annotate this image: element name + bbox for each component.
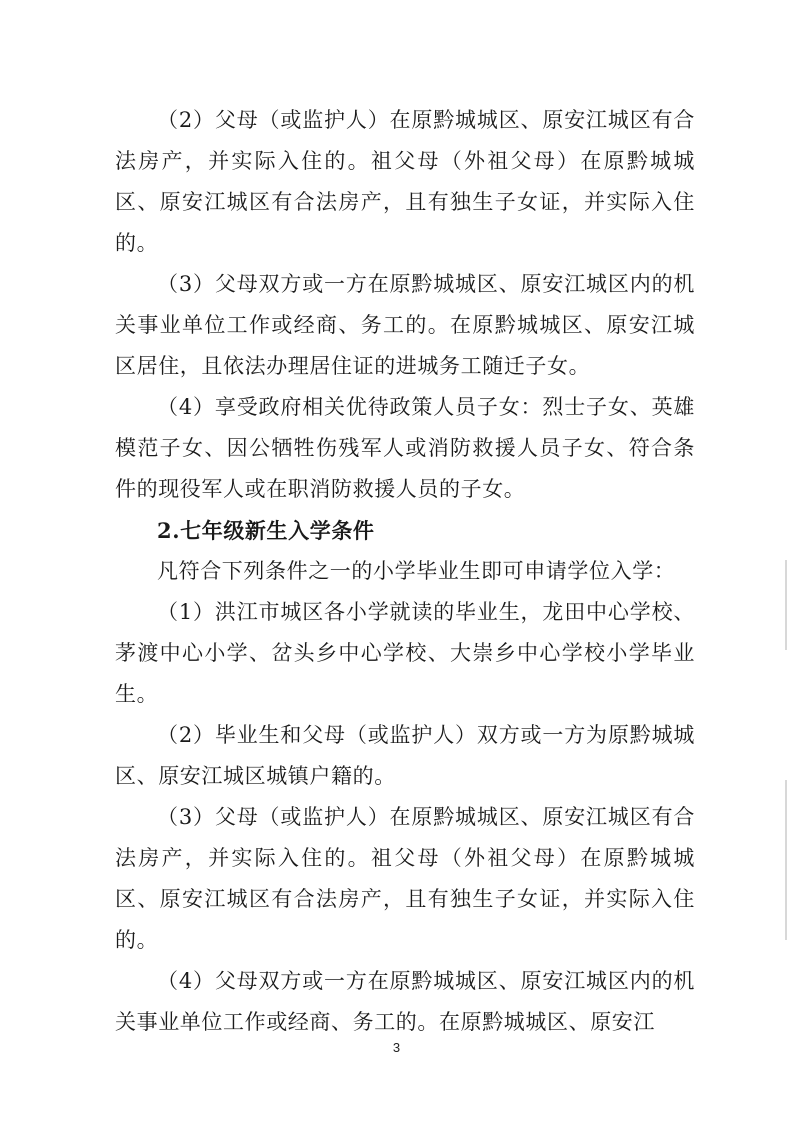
paragraph-intro-conditions: 凡符合下列条件之一的小学毕业生即可申请学位入学： — [157, 559, 676, 583]
paragraph-parent-property: （2）父母（或监护人）在原黔城城区、原安江城区有合法房产，并实际入住的。祖父母（外祖父母）在原黔城城区、原安江城区有合法房产，且有独生子女证，并实际入住的。 — [115, 108, 695, 255]
section-heading-grade-seven: 2.七年级新生入学条件 — [157, 518, 375, 543]
paragraph-parent-work: （3）父母双方或一方在原黔城城区、原安江城区内的机关事业单位工作或经商、务工的。在原黔城城区、原安江城区居住，且依法办理居住证的进城务工随迁子女。 — [115, 272, 695, 378]
paragraph-condition-household: （2）毕业生和父母（或监护人）双方或一方为原黔城城区、原安江城区城镇户籍的。 — [115, 723, 695, 788]
scan-edge-mark — [785, 780, 787, 940]
paragraph-condition-work: （4）父母双方或一方在原黔城城区、原安江城区内的机关事业单位工作或经商、务工的。在原黔城城区、原安江 — [115, 969, 695, 1034]
page-number: 3 — [392, 1040, 401, 1055]
paragraph-condition-property: （3）父母（或监护人）在原黔城城区、原安江城区有合法房产，并实际入住的。祖父母（外祖父母）在原黔城城区、原安江城区有合法房产，且有独生子女证，并实际入住的。 — [115, 805, 695, 952]
scan-edge-mark — [785, 560, 787, 650]
paragraph-condition-graduates: （1）洪江市城区各小学就读的毕业生，龙田中心学校、茅渡中心小学、岔头乡中心学校、大崇乡中心学校小学毕业生。 — [115, 600, 695, 706]
paragraph-preferential-policy: （4）享受政府相关优待政策人员子女：烈士子女、英雄模范子女、因公牺牲伤残军人或消防救援人员子女、符合条件的现役军人或在职消防救援人员的子女。 — [115, 395, 695, 501]
